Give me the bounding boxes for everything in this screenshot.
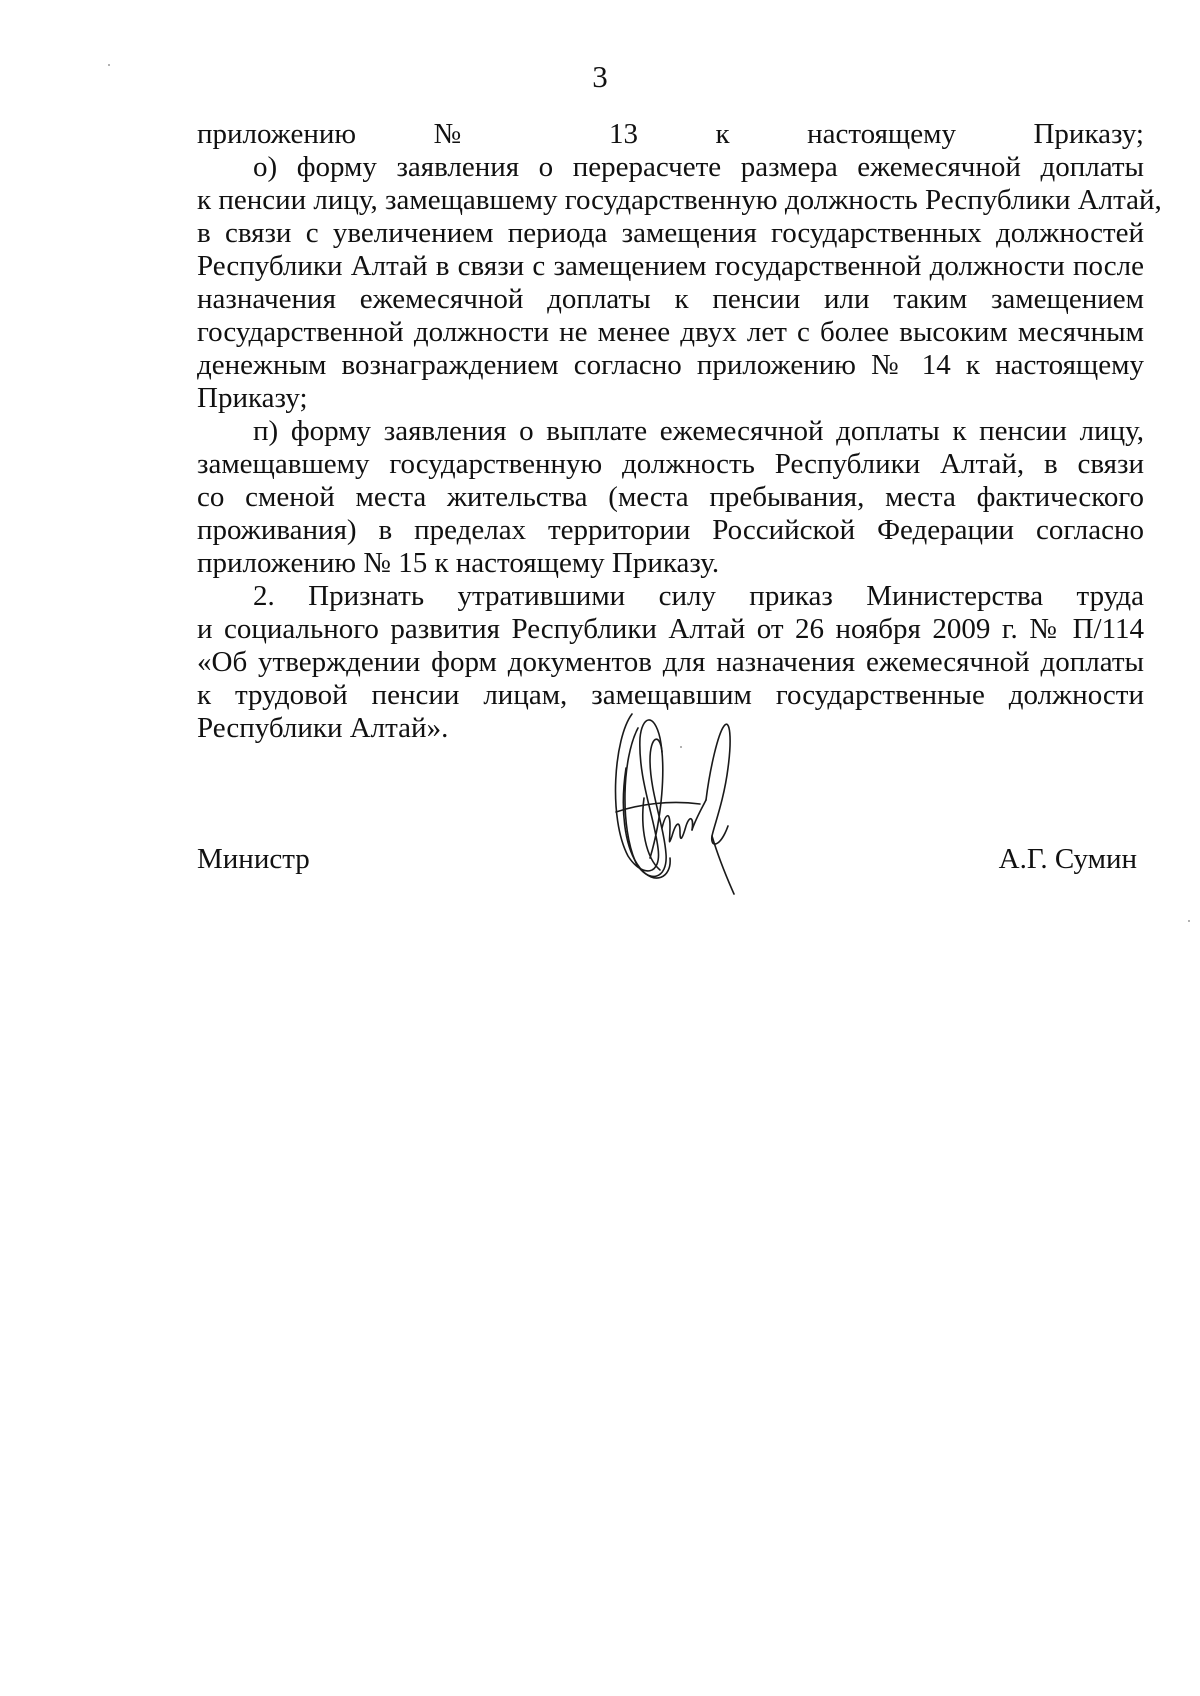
signatory-name: А.Г. Сумин [998,843,1137,875]
text-line: и социального развития Республики Алтай от 26 ноября 2009 г. № П/114 [197,613,1144,645]
text-line: о) форму заявления о перерасчете размера ежемесячной доплаты [253,151,1144,183]
text-line: Республики Алтай в связи с замещением государственной должности после [197,250,1144,282]
text-line: к пенсии лицу, замещавшему государственную должность Республики Алтай, [197,184,1162,216]
text-line: п) форму заявления о выплате ежемесячной доплаты к пенсии лицу, [253,415,1144,447]
text-line: приложению № 15 к настоящему Приказу. [197,547,720,579]
signatory-title: Министр [197,843,310,875]
text-line: государственной должности не менее двух лет с более высоким месячным [197,316,1144,348]
scan-speck [108,64,110,66]
text-line: Приказу; [197,382,308,414]
document-body [197,118,1162,745]
scan-speck [1188,920,1190,922]
text-line: приложению № 13 к настоящему Приказу; [197,118,1144,150]
page-number: 3 [592,59,608,94]
text-line: замещавшему государственную должность Республики Алтай, в связи [197,448,1144,480]
text-line: денежным вознаграждением согласно приложению № 14 к настоящему [197,349,1144,381]
text-line: назначения ежемесячной доплаты к пенсии или таким замещением [197,283,1144,315]
text-line: 2. Признать утратившими силу приказ Министерства труда [253,580,1144,612]
text-line: проживания) в пределах территории Российской Федерации согласно [197,514,1144,546]
text-line: к трудовой пенсии лицам, замещавшим государственные должности [197,679,1144,711]
text-line: в связи с увеличением периода замещения государственных должностей [197,217,1144,249]
text-line: «Об утверждении форм документов для назначения ежемесячной доплаты [197,646,1144,678]
scan-speck [680,746,682,748]
signature-block [197,841,1137,881]
text-line: со сменой места жительства (места пребывания, места фактического [197,481,1144,513]
text-line: Республики Алтай». [197,712,449,744]
